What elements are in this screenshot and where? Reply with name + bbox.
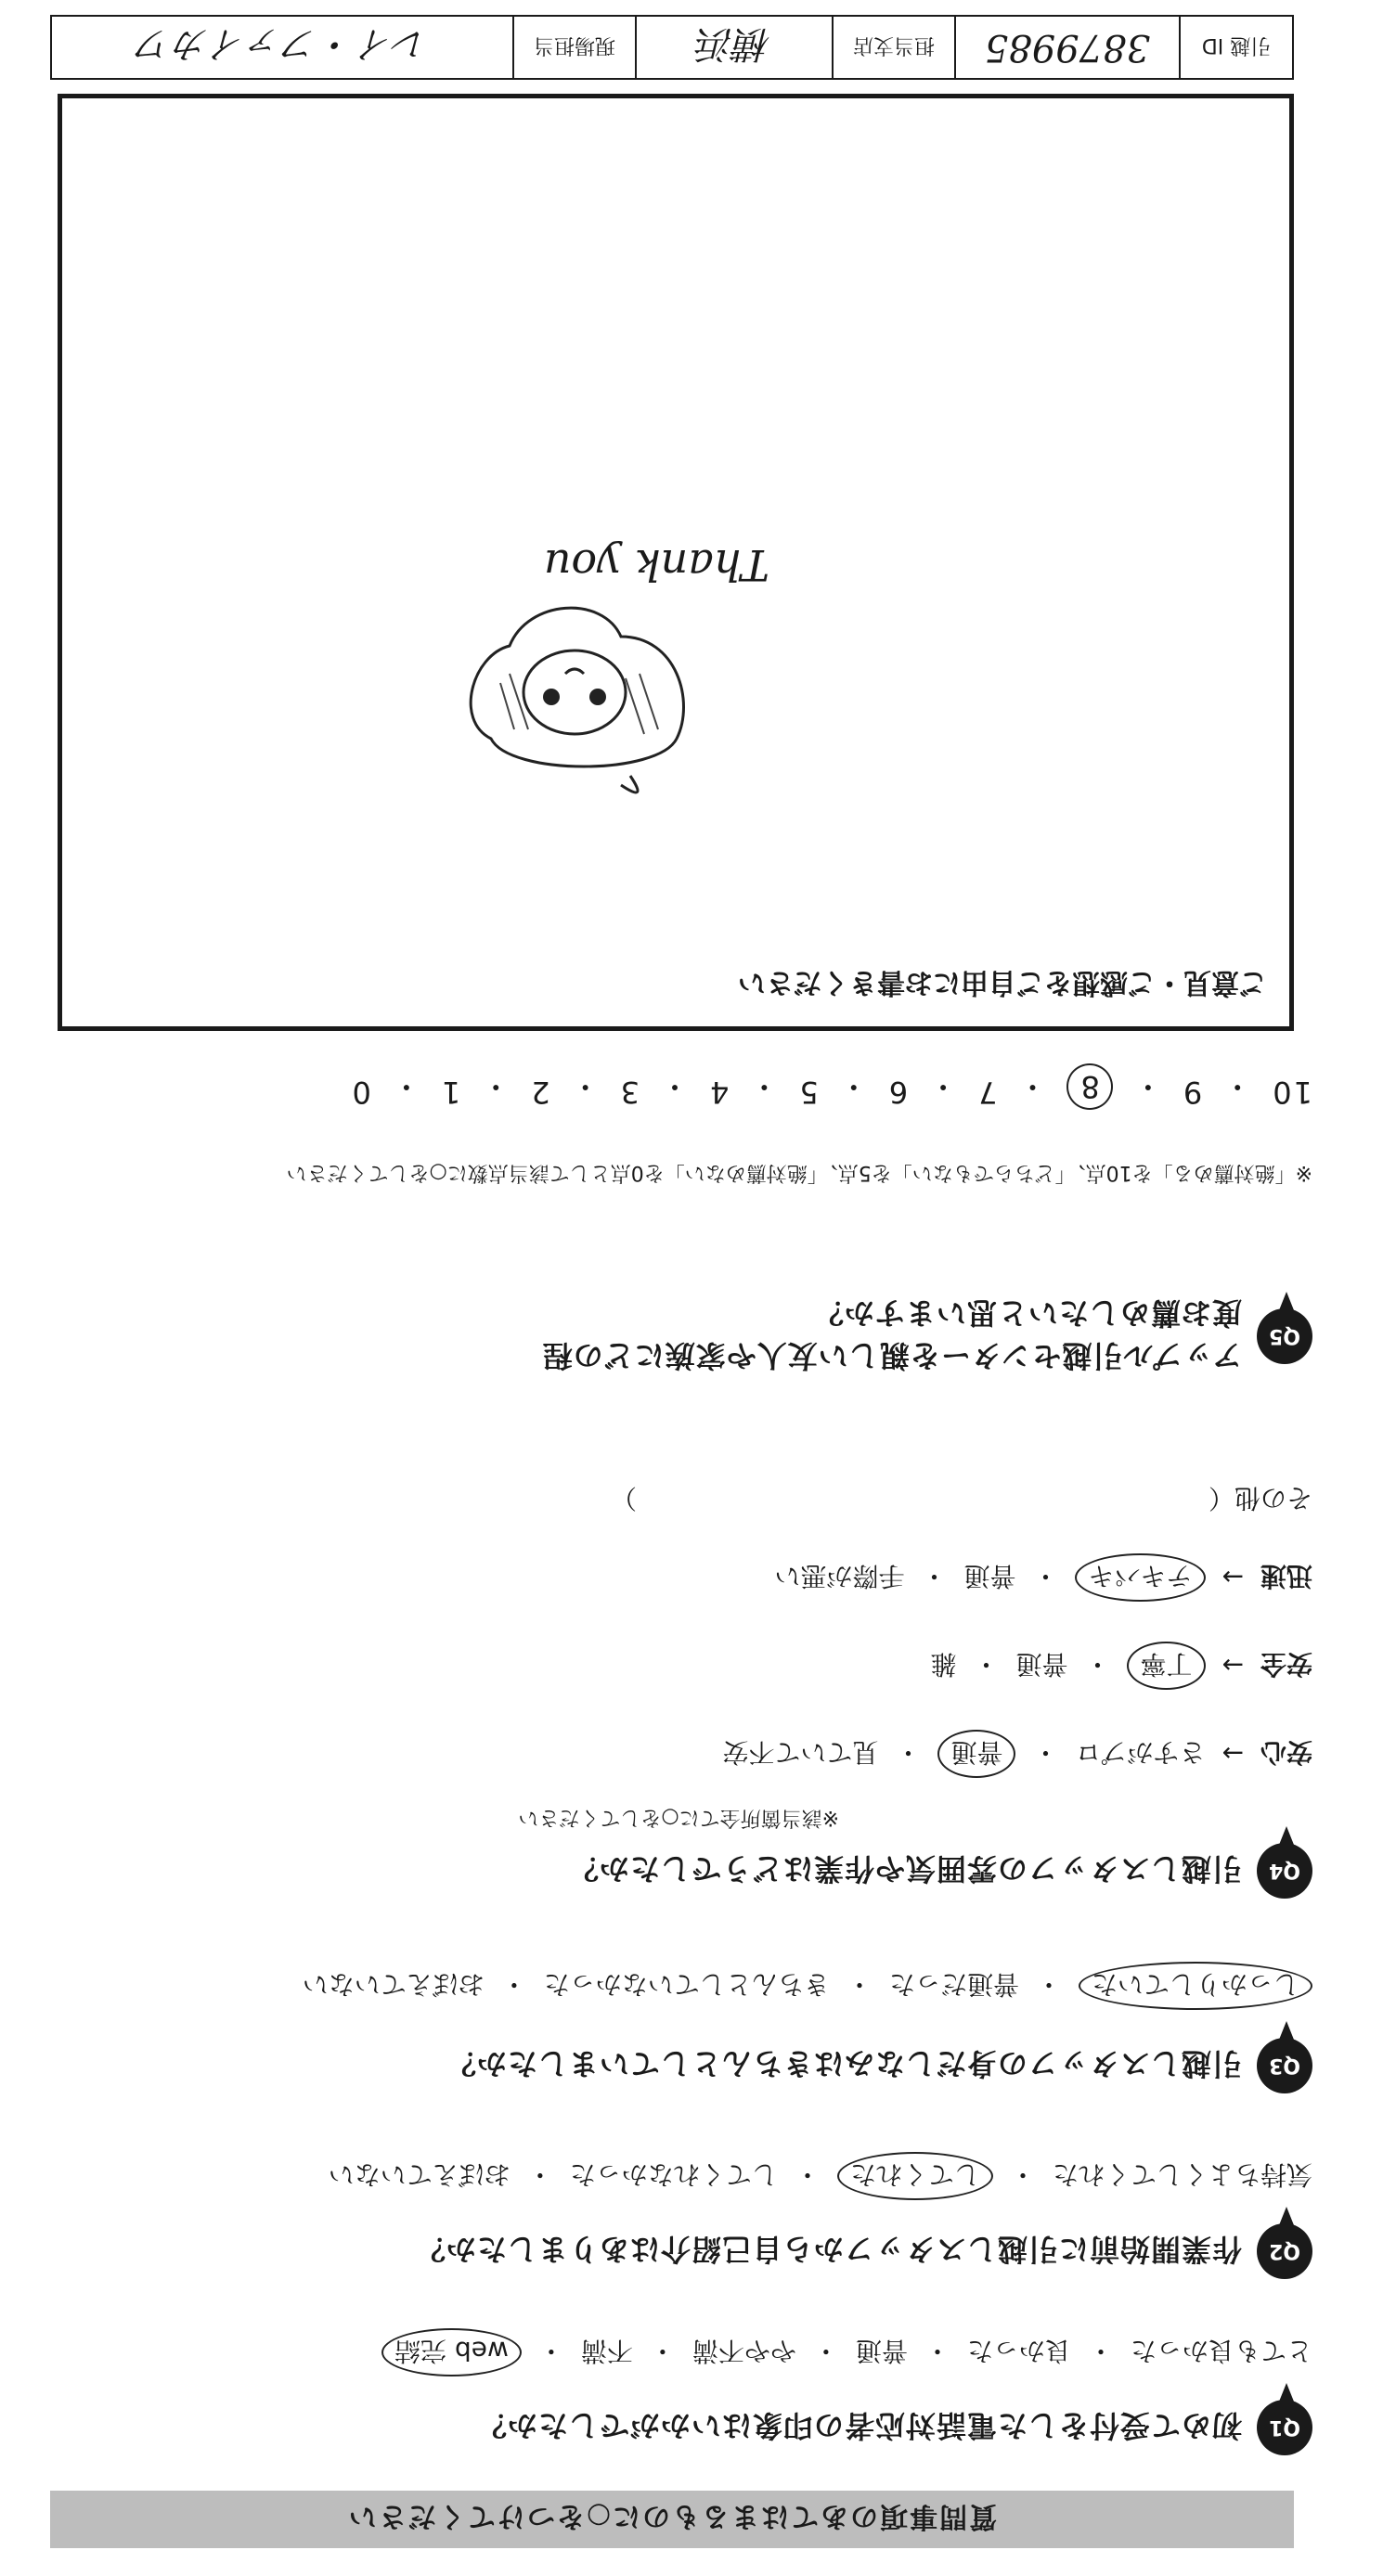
- q3-option[interactable]: きちんとしていなかった: [543, 1969, 830, 2000]
- question-4: [568, 1843, 1312, 1899]
- q1-text: 初めて受付をした電話対応者の印象はいかがでしたか？: [475, 2408, 1242, 2443]
- q4-category: 迅速: [1260, 1561, 1312, 1591]
- question-2: [415, 2223, 1312, 2279]
- q4-category: 安心: [1260, 1737, 1312, 1768]
- q4-other[interactable]: その他（ ）: [610, 1483, 1312, 1513]
- q4-option-selected[interactable]: テキパキ: [1076, 1553, 1206, 1602]
- branch-label: 担当支店: [832, 17, 954, 78]
- free-comment-box[interactable]: [58, 94, 1294, 1031]
- id-value: 3879985: [954, 17, 1179, 78]
- q3-option-selected[interactable]: しっかりしていた: [1079, 1962, 1312, 2010]
- q4-row-jinsoku: 迅速 → テキパキ ・ 普通 ・ 手際が悪い: [774, 1553, 1312, 1602]
- footer-table: [50, 15, 1294, 80]
- drawing-doodle-icon: [435, 562, 714, 794]
- handwritten-thanks: Thank you: [543, 540, 769, 590]
- scale-point[interactable]: 5: [797, 1075, 819, 1110]
- q1-options: とても良かった ・ 良かった ・ 普通 ・ やや不満 ・ 不満 ・ web 完結: [381, 2328, 1312, 2376]
- scale-point[interactable]: 0: [350, 1075, 371, 1110]
- q1-badge: Q1: [1257, 2400, 1312, 2455]
- q2-option[interactable]: おぼえていない: [328, 2159, 511, 2190]
- scale-point-selected[interactable]: 8: [1066, 1063, 1113, 1110]
- id-label: 引越 ID: [1179, 17, 1292, 78]
- q2-options: 気持ちよくしてくれた ・ してくれた ・ してくれなかった ・ おぼえていない: [329, 2152, 1312, 2200]
- q4-option[interactable]: 普通: [963, 1561, 1016, 1591]
- q4-option[interactable]: さすがプロ: [1075, 1737, 1206, 1768]
- q2-text: 作業開始前に引越しスタッフから自己紹介はありましたか？: [414, 2232, 1242, 2267]
- q3-option[interactable]: 普通だった: [888, 1969, 1019, 2000]
- scale-point[interactable]: 2: [529, 1075, 550, 1110]
- q5-note: ※「絶対薦める」を10点、「どちらでもない」を5点、「絶対薦めない」を0点として該当点数に○をしてください: [286, 1161, 1312, 1184]
- scale-point[interactable]: 7: [976, 1075, 998, 1110]
- question-1: [476, 2400, 1312, 2455]
- q2-badge: Q2: [1257, 2223, 1312, 2279]
- q2-option[interactable]: してくれなかった: [569, 2159, 778, 2190]
- q2-option[interactable]: 気持ちよくしてくれた: [1052, 2159, 1312, 2190]
- q1-option[interactable]: 良かった: [966, 2336, 1071, 2366]
- q1-option-selected[interactable]: web 完結: [381, 2328, 522, 2376]
- q4-row-anshin: 安心 → さすがプロ ・ 普通 ・ 見ていて不安: [722, 1730, 1312, 1778]
- q5-scale: 10 ・ 9 ・ 8 ・ 7 ・ 6 ・ 5 ・ 4 ・ 3 ・ 2 ・ 1 ・ 0: [351, 1063, 1312, 1110]
- q4-row-anzen: 安全 → 丁寧 ・ 普通 ・ 雑: [930, 1642, 1312, 1690]
- scale-point[interactable]: 10: [1271, 1075, 1312, 1110]
- scale-point[interactable]: 9: [1181, 1075, 1203, 1110]
- q4-option[interactable]: 手際が悪い: [774, 1561, 905, 1591]
- q2-option-selected[interactable]: してくれた: [837, 2152, 993, 2200]
- q3-options: しっかりしていた ・ 普通だった ・ きちんとしていなかった ・ おぼえていない: [303, 1962, 1312, 2010]
- q5-text: アップル引越センターを親しい友人や家族にどの程度お薦めしたいと思いますか？: [541, 1295, 1242, 1373]
- instructions-header: 質問事項のあてはまるものに○をつけてください: [50, 2491, 1294, 2548]
- q3-option[interactable]: おぼえていない: [302, 1969, 485, 2000]
- scale-point[interactable]: 4: [708, 1075, 730, 1110]
- branch-value: 横浜: [635, 17, 832, 78]
- q4-option-selected[interactable]: 丁寧: [1128, 1642, 1206, 1690]
- q4-category: 安全: [1260, 1649, 1312, 1680]
- scale-point[interactable]: 3: [618, 1075, 640, 1110]
- q1-option[interactable]: やや不満: [692, 2336, 796, 2366]
- leader-value: レイ・ファイカワ: [136, 22, 429, 66]
- q5-badge: Q5: [1257, 1308, 1312, 1364]
- q4-option-selected[interactable]: 普通: [937, 1730, 1015, 1778]
- q3-badge: Q3: [1257, 2038, 1312, 2093]
- q4-text: 引越しスタッフの雰囲気や作業はどうでしたか？: [567, 1851, 1242, 1887]
- q3-text: 引越しスタッフの身だしなみはきちんとしていましたか？: [445, 2046, 1242, 2081]
- q4-option[interactable]: 見ていて不安: [722, 1737, 879, 1768]
- q4-badge: Q4: [1257, 1843, 1312, 1899]
- q1-option[interactable]: とても良かった: [1130, 2336, 1312, 2366]
- q1-option[interactable]: 普通: [855, 2336, 908, 2366]
- question-5: [536, 1294, 1312, 1379]
- q1-option[interactable]: 不満: [580, 2336, 633, 2366]
- q4-option[interactable]: 雑: [930, 1649, 957, 1680]
- leader-label: 現場担当: [512, 17, 635, 78]
- scale-point[interactable]: 1: [439, 1075, 461, 1110]
- question-3: [446, 2038, 1312, 2093]
- q4-option[interactable]: 普通: [1015, 1649, 1068, 1680]
- scale-point[interactable]: 6: [886, 1075, 909, 1110]
- free-comment-label: ご意見・ご感想をご自由にお書きください: [738, 966, 1267, 998]
- q4-note: ※該当箇所全てに○をしてください: [518, 1806, 839, 1829]
